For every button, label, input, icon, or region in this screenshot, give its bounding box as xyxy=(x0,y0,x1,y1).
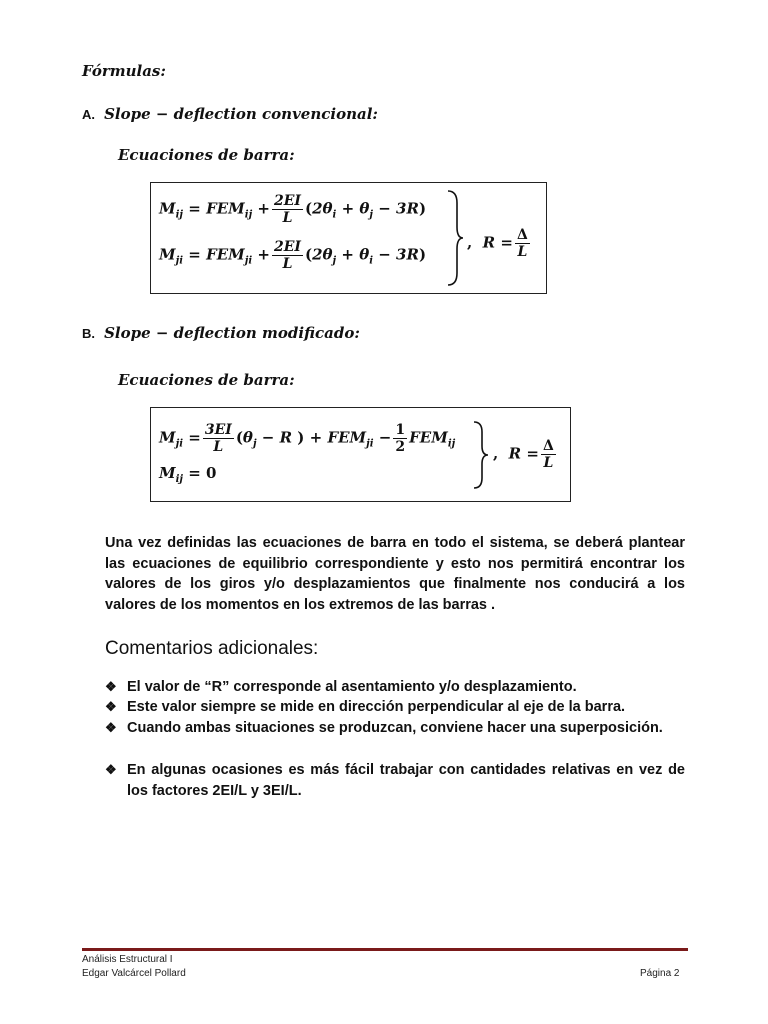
right-brace-icon xyxy=(445,189,465,287)
list-item xyxy=(105,697,685,719)
footer-course: Análisis Estructural I xyxy=(82,954,173,965)
equation-mij: $M_{ij} = FEM_{ij}$ + $\frac{2EI}{L}$ $(2\theta_i + \theta_j - 3R)$ xyxy=(159,193,427,226)
section-b-subtitle: Ecuaciones de barra: xyxy=(118,371,295,389)
section-b-text: Slope − deflection modificado: xyxy=(104,324,360,342)
r-definition-a: , R = $\frac{\Delta}{L}$ xyxy=(467,227,528,260)
list-item xyxy=(105,677,685,699)
footer-author: Edgar Valcárcel Pollard xyxy=(82,968,186,979)
r-definition-b: , R = $\frac{\Delta}{L}$ xyxy=(493,438,554,471)
footer-rule xyxy=(82,948,688,951)
equation-mji-modified: $M_{ji}$ = $\frac{3EI}{L}$ ($\theta_j - R$ ) + $FEM_{ji}$ − $\frac{1}{2}$ $FEM_{ij}$ xyxy=(159,422,456,455)
equation-box-a xyxy=(150,182,547,294)
comments-heading: Comentarios adicionales: xyxy=(105,638,319,659)
formulas-heading: Fórmulas: xyxy=(82,62,166,80)
bullet-text: Este valor siempre se mide en dirección perpendicular al eje de la barra. xyxy=(127,699,626,715)
explanation-paragraph: Una vez definidas las ecuaciones de barra en todo el sistema, se deberá plantear las ecuaciones de equilibrio correspondiente y esto nos permitirá encontrar los valores de los giros y/o desplazamientos que finalmente nos conducirá a los valores de los momentos en los extremos de las barras . xyxy=(105,535,685,613)
equation-box-b xyxy=(150,407,571,502)
section-a-title xyxy=(82,104,378,123)
section-b-title xyxy=(82,323,360,342)
diamond-bullet-icon: ❖ xyxy=(105,720,117,735)
bullet-text: Cuando ambas situaciones se produzcan, conviene hacer una superposición. xyxy=(127,720,663,736)
equation-mij-zero: $M_{ij} = 0$ xyxy=(159,464,217,485)
diamond-bullet-icon: ❖ xyxy=(105,699,117,714)
diamond-bullet-icon: ❖ xyxy=(105,762,117,777)
section-a-letter: A. xyxy=(82,107,95,122)
bullet-text: El valor de “R” corresponde al asentamiento y/o desplazamiento. xyxy=(127,679,577,695)
section-a-subtitle: Ecuaciones de barra: xyxy=(118,146,295,164)
footer-page-number: Página 2 xyxy=(640,968,680,979)
list-item xyxy=(105,718,685,760)
right-brace-icon xyxy=(471,420,491,490)
section-a-text: Slope − deflection convencional: xyxy=(104,105,378,123)
list-item xyxy=(105,760,685,802)
equation-mji: $M_{ji} = FEM_{ji}$ + $\frac{2EI}{L}$ $(2\theta_j + \theta_i - 3R)$ xyxy=(159,239,427,272)
diamond-bullet-icon: ❖ xyxy=(105,679,117,694)
bullet-text: En algunas ocasiones es más fácil trabajar con cantidades relativas en vez de los factores 2EI/L y 3EI/L. xyxy=(127,762,685,799)
section-b-letter: B. xyxy=(82,326,95,341)
